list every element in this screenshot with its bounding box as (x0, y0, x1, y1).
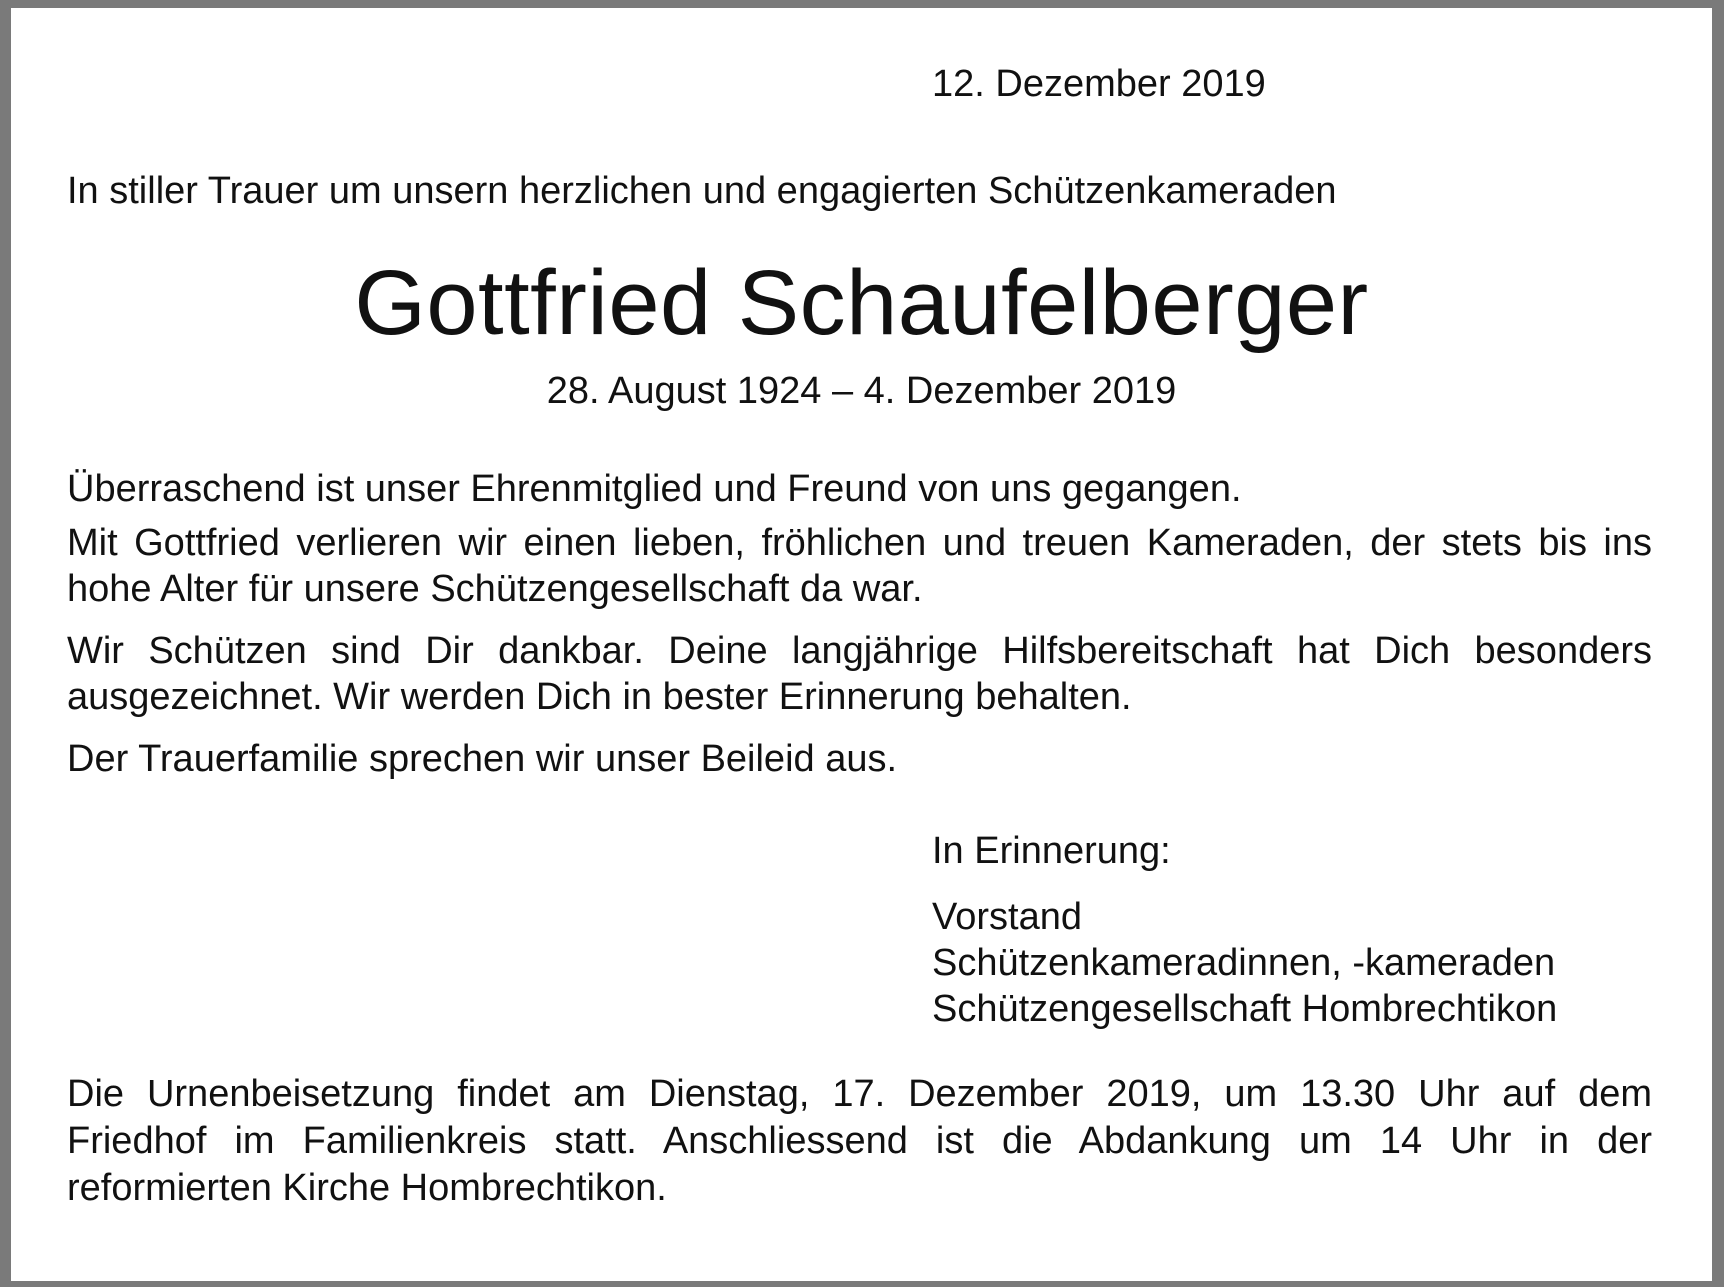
signature-member: Schützengesellschaft Hombrechtikon (932, 988, 1558, 1030)
intro-text: In stiller Trauer um unsern herzlichen und engagierten Schützenkameraden (67, 170, 1337, 212)
paragraph: Überraschend ist unser Ehrenmitglied und Freund von uns gegangen. (67, 468, 1242, 510)
signature-member: Schützenkameradinnen, -kameraden (932, 942, 1556, 984)
paragraph: Mit Gottfried verlieren wir einen lieben, fröhlichen und treuen Kameraden, der stets bis ins hohe Alter für unsere Schützengesellschaft da war. (67, 522, 1652, 610)
funeral-details: Die Urnenbeisetzung findet am Dienstag, 17. Dezember 2019, um 13.30 Uhr auf dem Friedhof im Familienkreis statt. Anschliessend ist die Abdankung um 14 Uhr in der reformierten Kirche Hombrechtikon. (67, 1073, 1652, 1209)
deceased-name: Gottfried Schaufelberger (354, 252, 1369, 354)
paragraph: Der Trauerfamilie sprechen wir unser Beileid aus. (67, 738, 898, 780)
obituary-notice (11, 8, 1712, 1281)
lifespan-dates: 28. August 1924 – 4. Dezember 2019 (546, 370, 1177, 412)
notice-date: 12. Dezember 2019 (932, 63, 1266, 105)
signature-member: Vorstand (932, 896, 1082, 938)
paragraph: Wir Schützen sind Dir dankbar. Deine langjährige Hilfsbereitschaft hat Dich besonders ausgezeichnet. Wir werden Dich in bester Erinnerung behalten. (67, 630, 1652, 718)
signature-block (932, 828, 1557, 1032)
signature-heading: In Erinnerung: (932, 830, 1171, 872)
